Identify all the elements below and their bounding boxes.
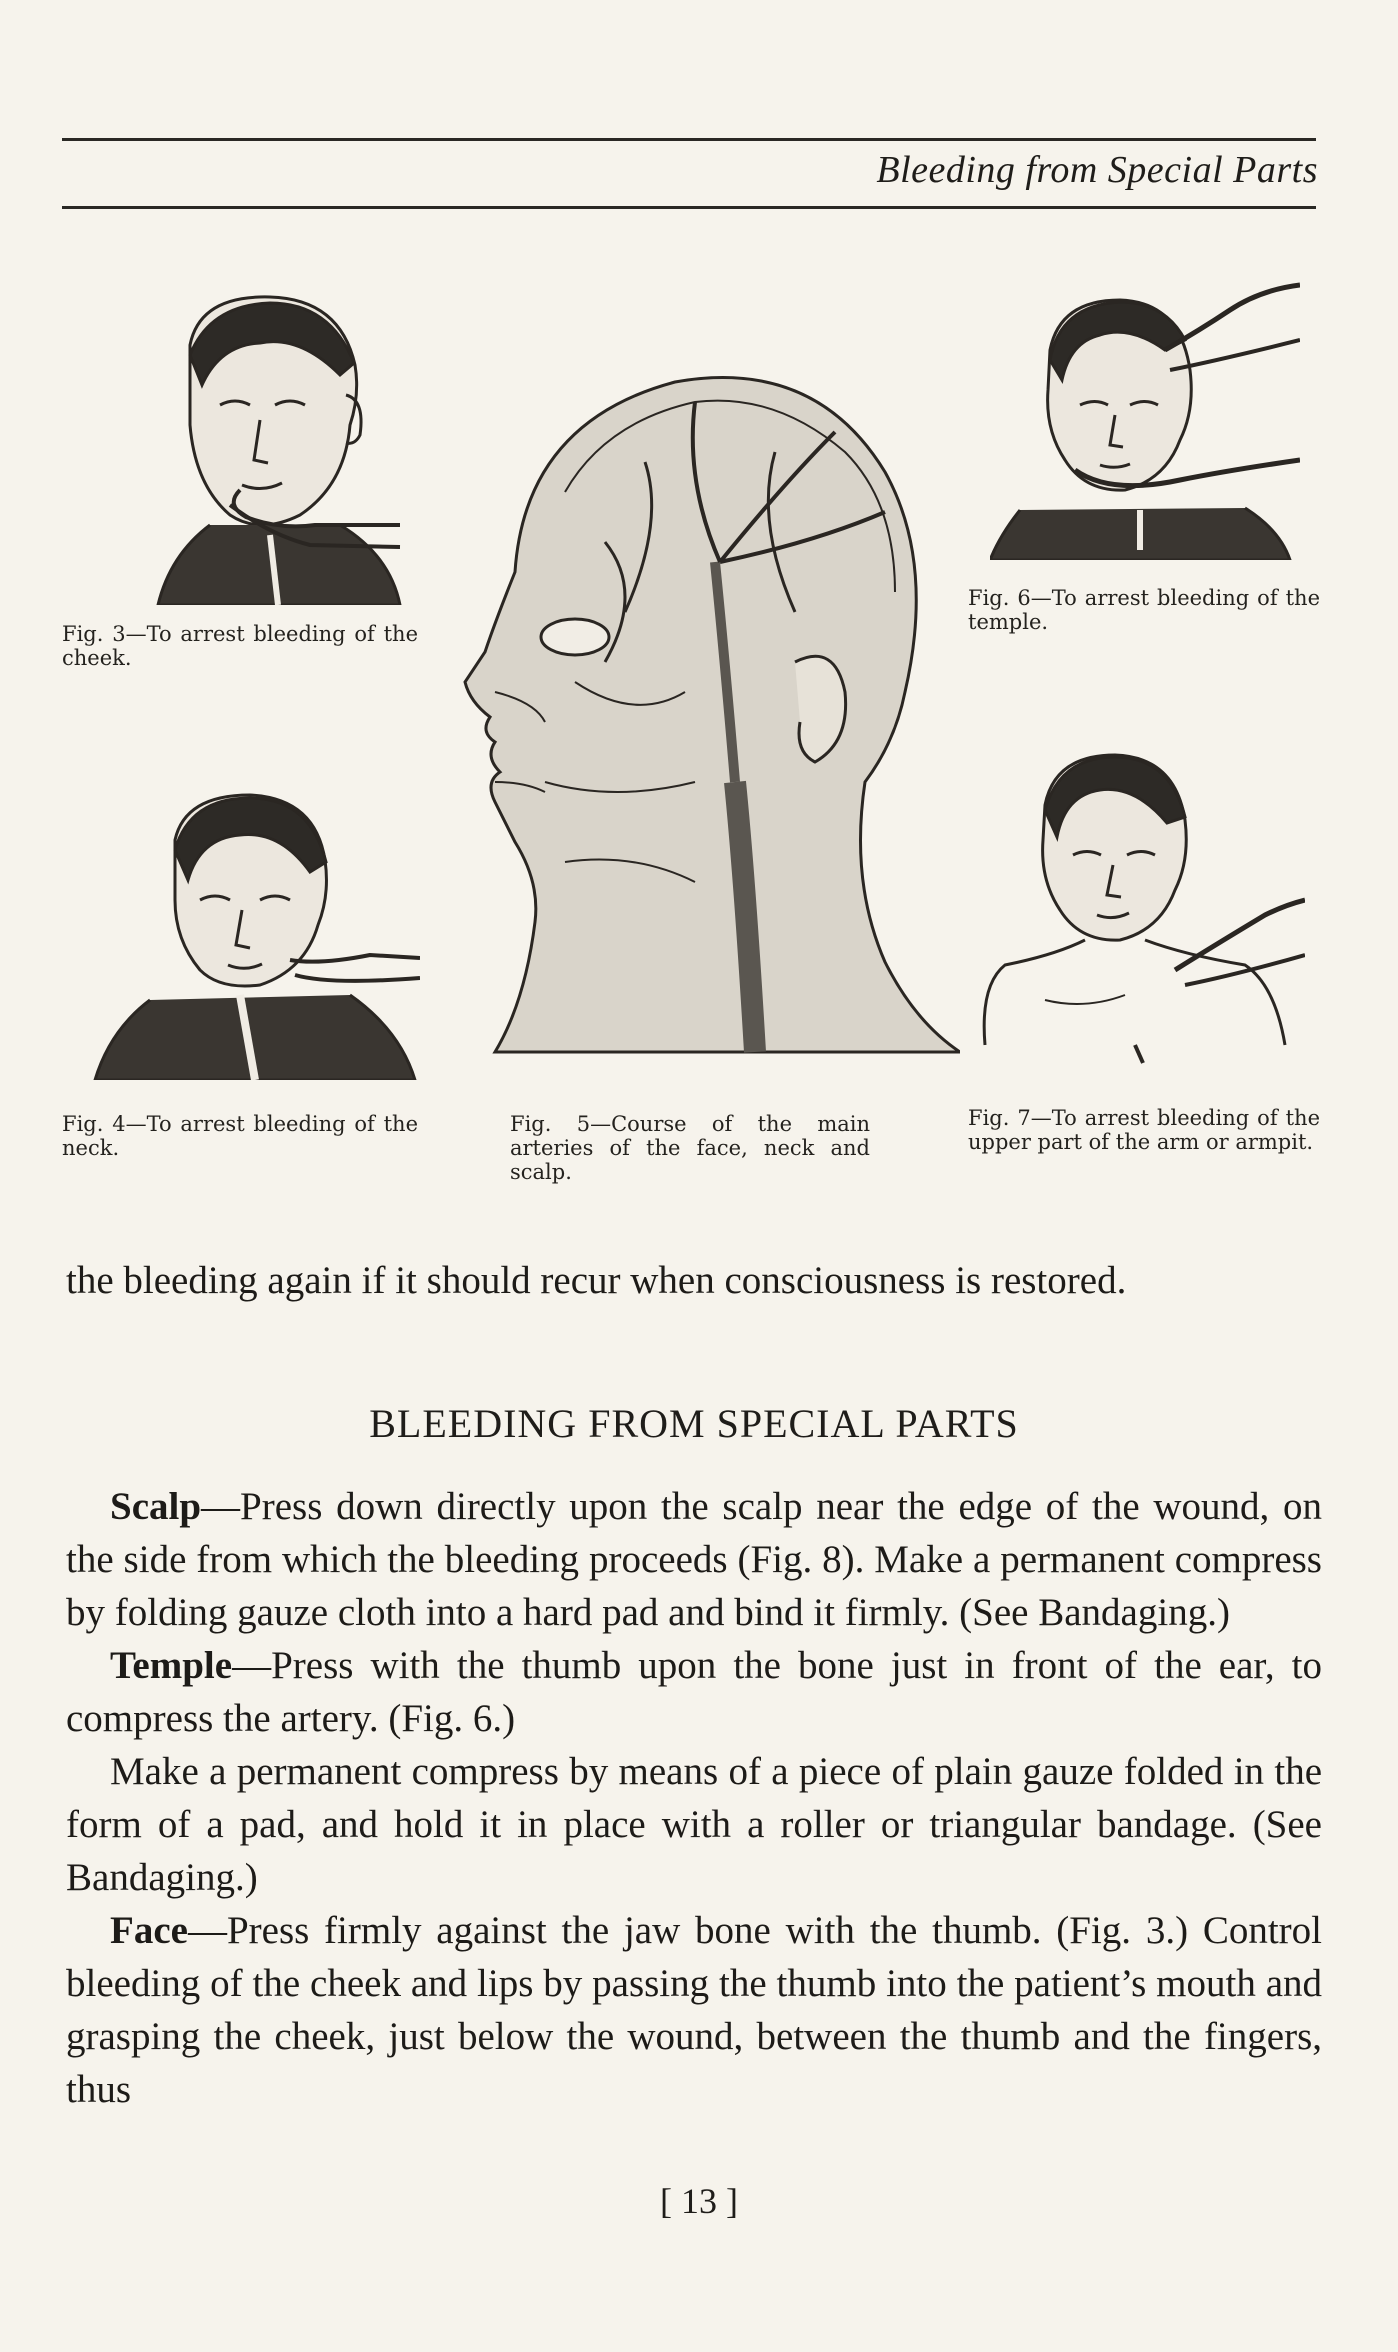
header-rule-top — [62, 138, 1316, 141]
fig5-caption: Fig. 5—Course of the main arteries of the face, neck and scalp. — [510, 1112, 870, 1184]
fig7-caption: Fig. 7—To arrest bleeding of the upper part of the arm or armpit. — [968, 1106, 1320, 1154]
page-number: [ 13 ] — [660, 2181, 738, 2221]
temple-paragraph-2: Make a permanent compress by means of a piece of plain gauze folded in the form of a pad, and hold it in place with a roller or triangular bandage. (See Bandaging.) — [66, 1750, 1322, 1899]
fig7-illustration — [975, 745, 1305, 1065]
scalp-label: Scalp — [110, 1485, 202, 1528]
face-text: —Press firmly against the jaw bone with the thumb. (Fig. 3.) Control bleeding of the cheek and lips by passing the thumb into the patient’s mouth and grasping the cheek, just below the wound, between the thumb and the fingers, thus — [66, 1909, 1322, 2111]
temple-paragraph — [66, 1639, 1322, 1745]
header-rule-bottom — [62, 206, 1316, 209]
running-head: Bleeding from Special Parts — [876, 149, 1318, 191]
temple-text: —Press with the thumb upon the bone just in front of the ear, to compress the artery. (Fig. 6.) — [66, 1644, 1322, 1740]
scalp-paragraph — [66, 1480, 1322, 1639]
temple-label: Temple — [110, 1644, 233, 1687]
fig3-illustration — [150, 285, 410, 605]
fig5-illustration — [455, 362, 960, 1062]
fig4-illustration — [90, 790, 420, 1080]
continuation-text — [66, 1254, 1322, 1307]
fig3-caption: Fig. 3—To arrest bleeding of the cheek. — [62, 622, 418, 670]
fig6-illustration — [990, 280, 1300, 560]
body-text — [66, 1480, 1322, 2116]
section-heading: BLEEDING FROM SPECIAL PARTS — [369, 1401, 1019, 1446]
fig6-caption: Fig. 6—To arrest bleeding of the temple. — [968, 586, 1320, 634]
fig4-caption: Fig. 4—To arrest bleeding of the neck. — [62, 1112, 418, 1160]
continuation-paragraph: the bleeding again if it should recur when consciousness is restored. — [66, 1259, 1127, 1302]
face-paragraph — [66, 1904, 1322, 2116]
scalp-text: —Press down directly upon the scalp near the edge of the wound, on the side from which the bleeding proceeds (Fig. 8). Make a permanent compress by folding gauze cloth into a hard pad and bind it firmly. (See Bandaging.) — [66, 1485, 1322, 1634]
face-label: Face — [110, 1909, 188, 1952]
